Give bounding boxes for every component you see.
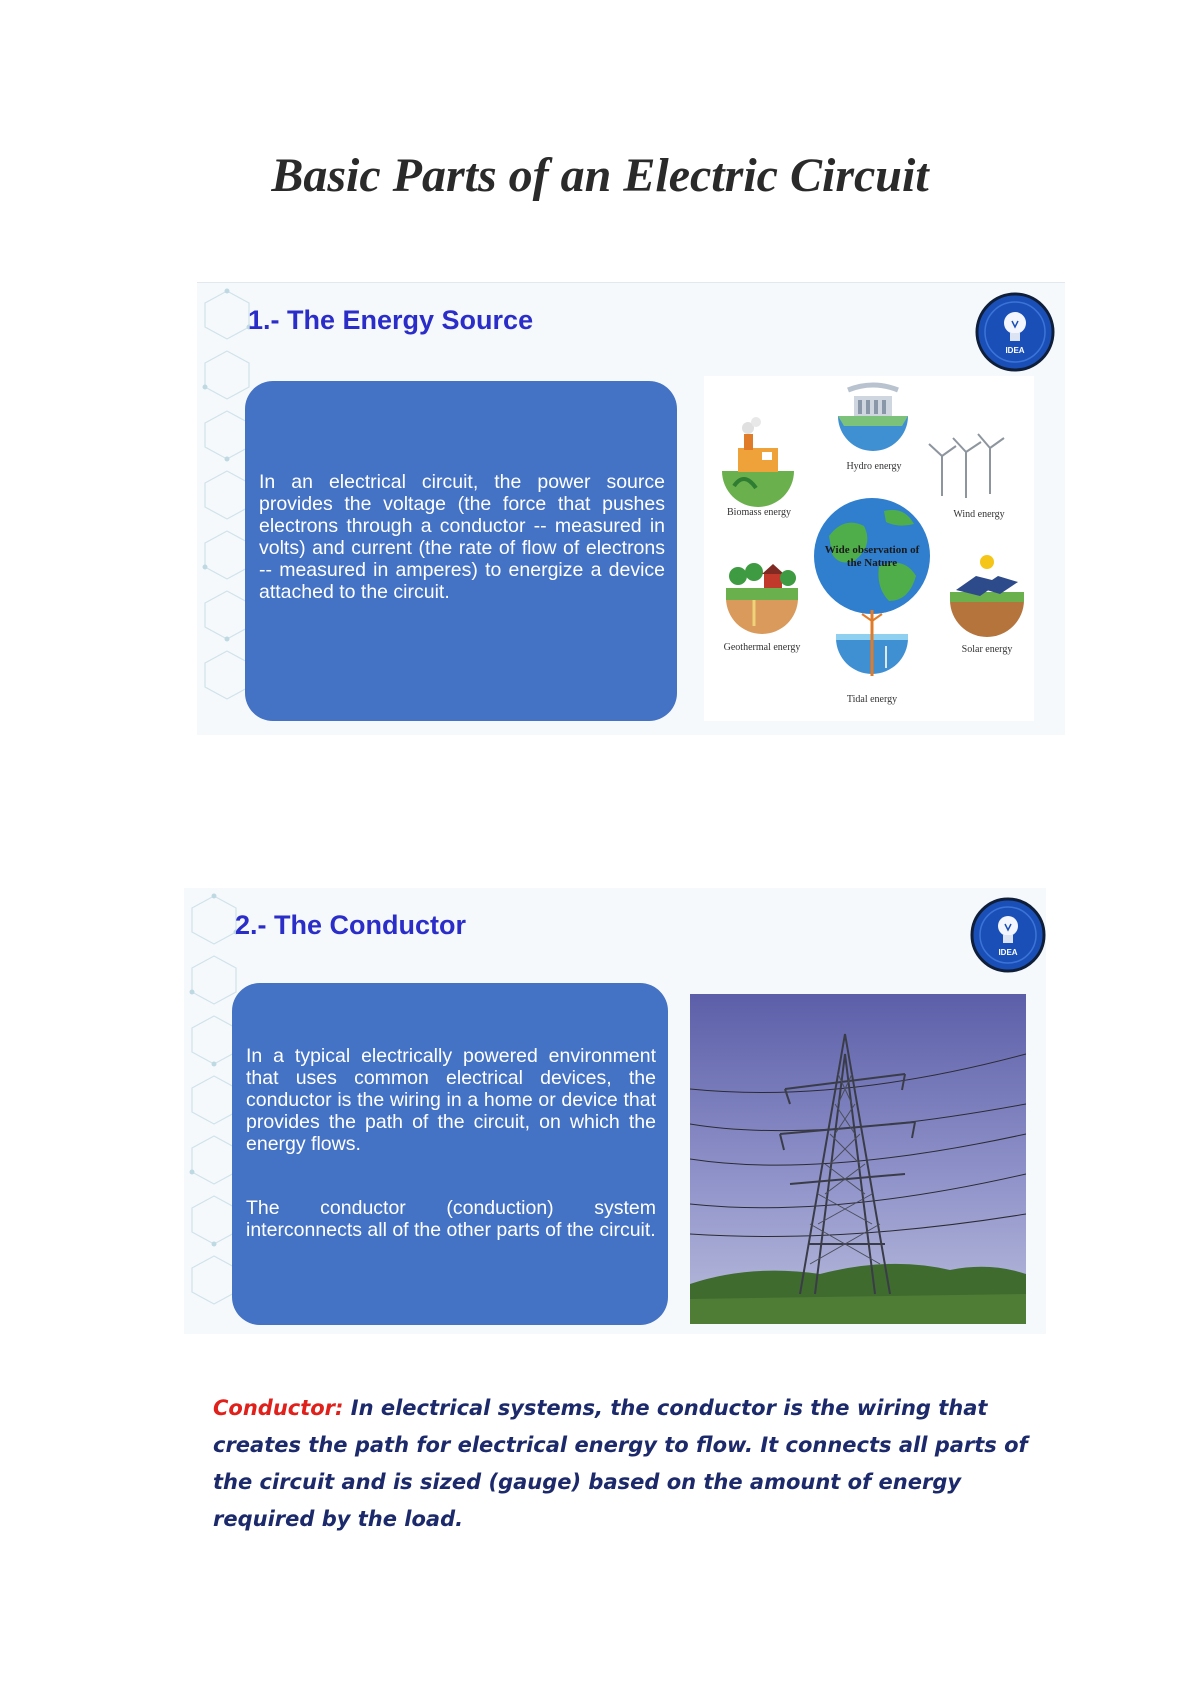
- slide-body-paragraph: The conductor (conduction) system interconnects all of the other parts of the circuit.: [246, 1197, 656, 1241]
- badge-text: IDEA: [998, 948, 1018, 957]
- idea-lightbulb-icon: [967, 894, 1046, 976]
- conductor-text-panel: [232, 983, 668, 1325]
- slide-heading: 1.- The Energy Source: [248, 305, 534, 335]
- document-title: Basic Parts of an Electric Circuit: [271, 149, 929, 202]
- hydro-energy-icon: [838, 385, 908, 451]
- badge-text: IDEA: [1005, 346, 1025, 355]
- hydro-energy-label: Hydro energy: [846, 461, 902, 472]
- biomass-energy-label: Biomass energy: [727, 507, 791, 518]
- tidal-energy-icon: [836, 610, 908, 676]
- geothermal-energy-label: Geothermal energy: [723, 642, 801, 653]
- tidal-energy-label: Tidal energy: [846, 694, 898, 705]
- definition-text: In electrical systems, the conductor is the wiring that creates the path for electrical energy to flow. It connects all parts of the circuit and is sized (gauge) based on the amount of energy required by the load.: [213, 1396, 1028, 1531]
- slide-heading: 2.- The Conductor: [235, 910, 466, 940]
- slide-energy-source: [197, 282, 1065, 735]
- geothermal-energy-icon: [726, 563, 798, 634]
- idea-lightbulb-icon: [972, 289, 1058, 375]
- transmission-tower-photo: [690, 994, 1026, 1324]
- energy-source-text-panel: [245, 381, 677, 721]
- slide-body-text: In an electrical circuit, the power source provides the voltage (the force that pushes electrons through a conductor -- measured in volts) and current (the rate of flow of electrons -- measured in amperes) to energize a device attached to the circuit.: [259, 471, 665, 603]
- slide-conductor: [184, 888, 1046, 1334]
- solar-energy-label: Solar energy: [961, 644, 1013, 655]
- solar-energy-icon: [950, 555, 1024, 637]
- biomass-energy-icon: [722, 417, 794, 507]
- wind-energy-label: Wind energy: [953, 509, 1005, 520]
- energy-sources-diagram: [704, 376, 1034, 721]
- definition-term: Conductor:: [213, 1396, 344, 1420]
- conductor-definition: [213, 1390, 1063, 1538]
- slide-body-paragraph: In a typical electrically powered environment that uses common electrical devices, the conductor is the wiring in a home or device that provides the path of the circuit, on which the energy flows.: [246, 1045, 656, 1155]
- globe-center-label: Wide observation of the Nature: [824, 544, 920, 569]
- wind-energy-icon: [929, 434, 1004, 498]
